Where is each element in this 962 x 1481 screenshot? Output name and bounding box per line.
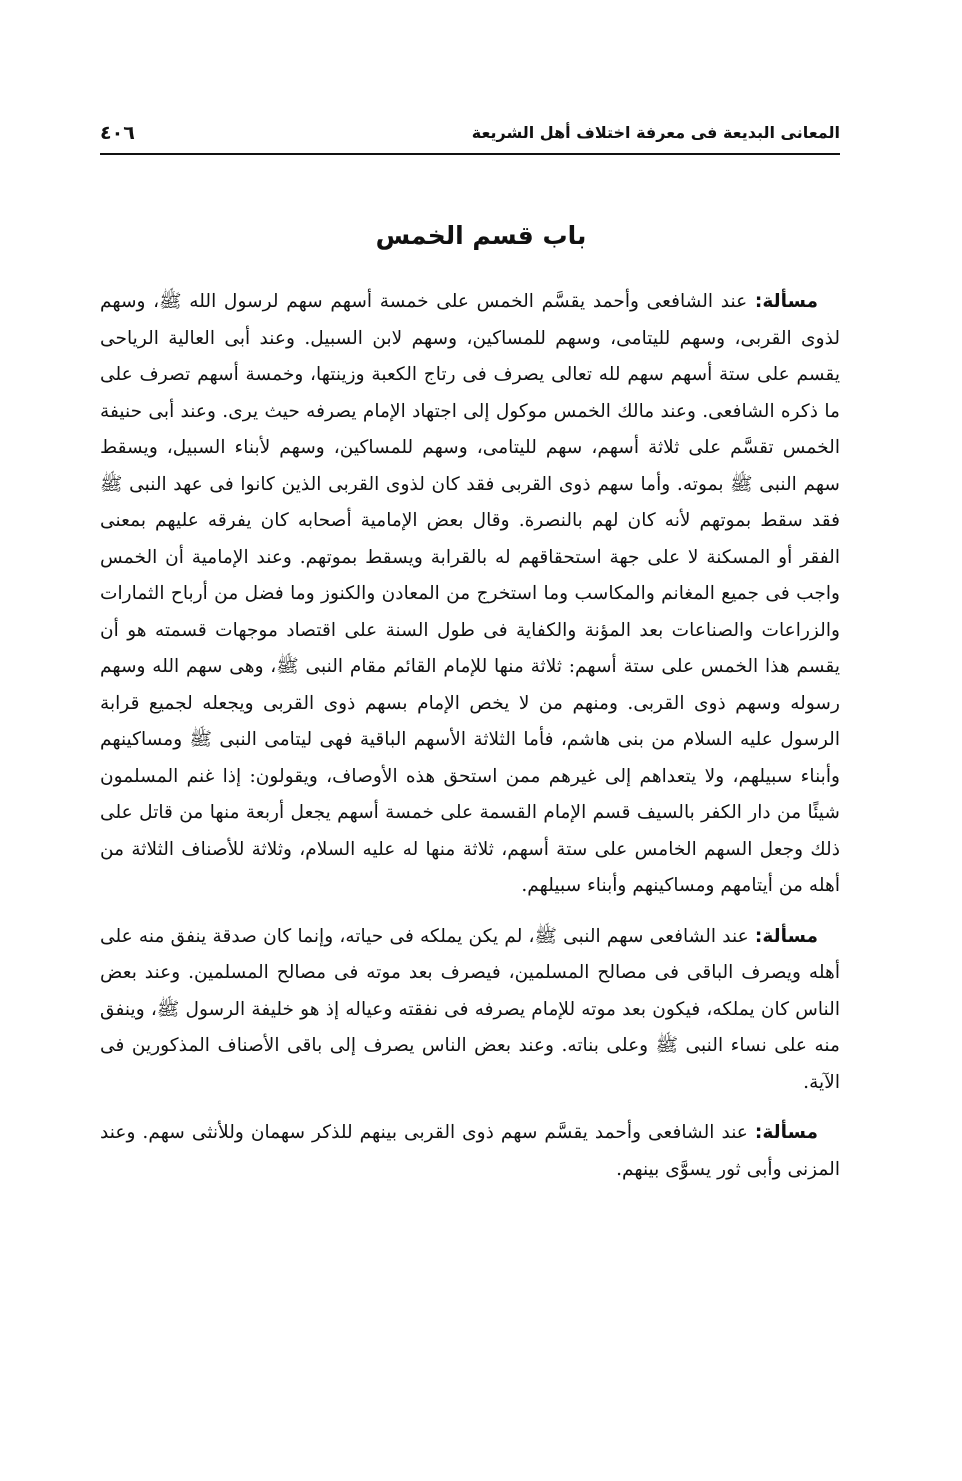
page-number: ٤٠٦ [100, 122, 135, 144]
paragraph-text: عند الشافعى وأحمد يقسَّم الخمس على خمسة أسهم سهم لرسول الله ﷺ، وسهم لذوى القربى، وسهم لليتامى، وسهم للمساكين، وسهم لابن السبيل. وعند أبى العالية الرياحى يقسم على ستة أسهم سهم لله تعالى يصرف فى رتاج الكعبة وزينتها، وخمسة أسهم تصرف على ما ذكره الشافعى. وعند مالك الخمس موكول إلى اجتهاد الإمام يصرفه حيث يرى. وعند أبى حنيفة الخمس تقسَّم على ثلاثة أسهم، سهم لليتامى، وسهم للمساكين، وسهم لأبناء السبيل، ويسقط سهم النبى ﷺ بموته. وأما سهم ذوى القربى فقد كان لذوى القربى الذين كانوا فى عهد النبى ﷺ فقد سقط بموتهم لأنه كان لهم بالنصرة. وقال بعض الإمامية أصحابه كان يفرقه عليهم بمعنى الفقر أو المسكنة لا على جهة استحقاقهم له بالقرابة ويسقط بموتهم. وعند الإمامية أن الخمس واجب فى جميع المغانم والمكاسب وما استخرج من المعادن والكنوز وما فضل من أرباح الثمارات والزراعات والصناعات بعد المؤنة والكفاية فى طول السنة على اقتصاد موجهات قسمته هو أن يقسم هذا الخمس على ستة أسهم: ثلاثة منها للإمام القائم مقام النبى ﷺ، وهى سهم الله وسهم رسوله وسهم ذوى القربى. ومنهم من لا يخص الإمام بسهم ذوى القربى ويجعله لجميع قرابة الرسول عليه السلام من بنى هاشم، فأما الثلاثة الأسهم الباقية فهى ليتامى النبى ﷺ ومساكينهم وأبناء سبيلهم، ولا يتعداهم إلى غيرهم ممن استحق هذه الأوصاف، ويقولون: إذا غنم المسلمون شيئًا من دار الكفر بالسيف قسم الإمام القسمة على خمسة أسهم يجعل أربعة منها من قاتل على ذلك وجعل السهم الخامس على ستة أسهم، ثلاثة منها له عليه السلام، وثلاثة للأصناف الثلاثة من أهله من أيتامهم ومساكينهم وأبناء سبيلهم. [100, 291, 840, 896]
running-header [100, 118, 840, 154]
running-head-title: المعانى البديعة فى معرفة اختلاف أهل الشريعة [471, 123, 840, 142]
paragraph-text: عند الشافعى وأحمد يقسَّم سهم ذوى القربى بينهم للذكر سهمان وللأنثى سهم. وعند المزنى وأبى ثور يسوَّى بينهم. [100, 1122, 840, 1180]
header-rule [100, 153, 840, 155]
paragraph-1 [100, 284, 840, 905]
body-text [100, 284, 840, 1188]
paragraph-2 [100, 919, 840, 1102]
paragraph-text: عند الشافعى سهم النبى ﷺ، لم يكن يملكه فى حياته، وإنما كان صدقة ينفق منه على أهله ويصرف الباقى فى مصالح المسلمين، فيصرف بعد موته فى مصالح المسلمين. وعند بعض الناس كان يملكه، فيكون بعد موته للإمام يصرفه فى نفقته وعياله إذ هو خليفة الرسول ﷺ، وينفق منه على نساء النبى ﷺ وعلى بناته. وعند بعض الناس يصرف إلى باقى الأصناف المذكورين فى الآية. [100, 925, 840, 1093]
paragraph-label: مسألة: [754, 925, 818, 947]
paragraph-label: مسألة: [754, 291, 818, 312]
paragraph-label: مسألة: [754, 1122, 818, 1143]
paragraph-3 [100, 1115, 840, 1188]
chapter-title: باب قسم الخمس [375, 221, 587, 250]
